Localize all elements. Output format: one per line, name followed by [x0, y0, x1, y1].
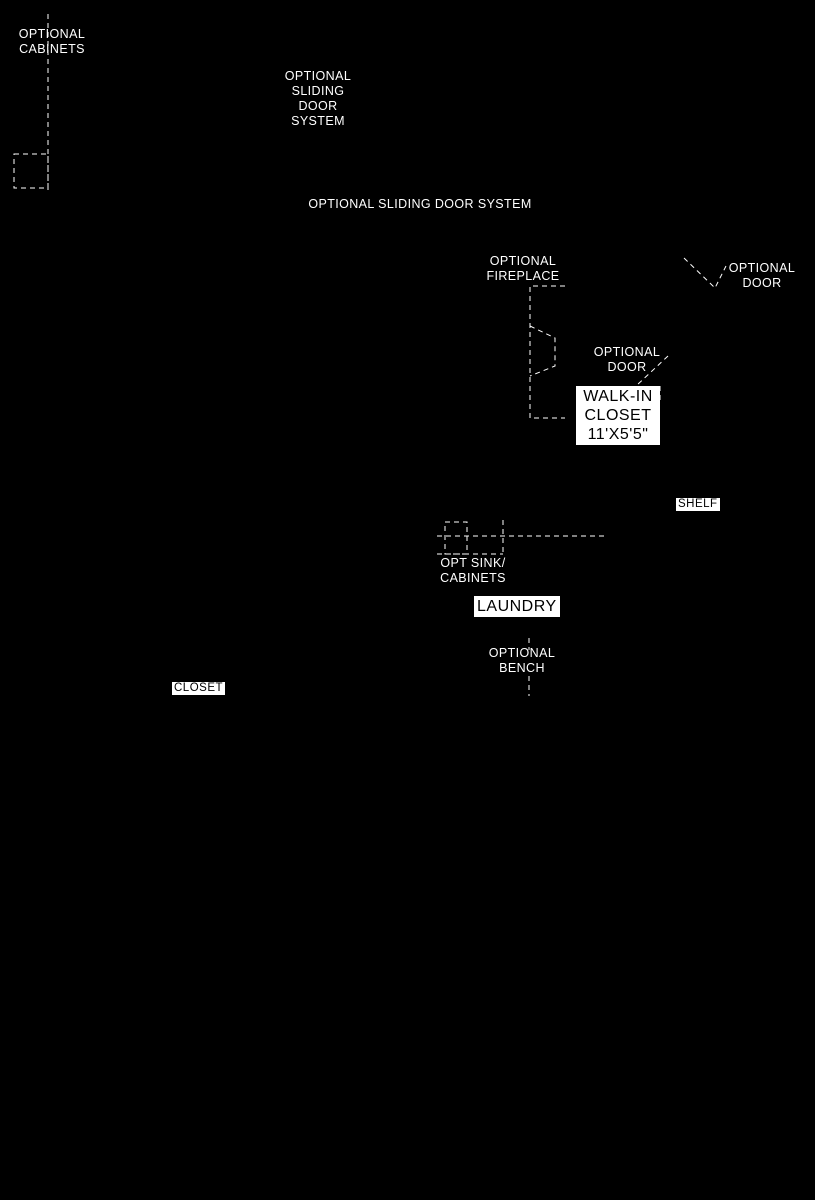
optional-cabinets-label: OPTIONAL CABINETS: [18, 27, 86, 56]
optional-door-right-label: OPTIONAL DOOR: [728, 261, 796, 290]
opt-sink-cabinets-label: OPT SINK/ CABINETS: [440, 556, 506, 585]
fireplace-hearth: [530, 326, 555, 376]
optional-door-closet-label: OPTIONAL DOOR: [593, 345, 661, 374]
shelf-label: SHELF: [678, 498, 718, 510]
walk-in-closet-room-label: WALK-IN CLOSET 11'X5'5": [576, 386, 660, 445]
laundry-room-label: LAUNDRY: [474, 596, 560, 617]
optional-sliding-door-system-label-center: OPTIONAL SLIDING DOOR SYSTEM: [308, 197, 532, 211]
fireplace-outline: [530, 286, 565, 418]
sink-dashed-box: [445, 522, 467, 554]
closet-label: CLOSET: [174, 682, 224, 694]
right-door-swing: [684, 258, 726, 288]
optional-sliding-door-system-label-left: OPTIONAL SLIDING DOOR SYSTEM: [284, 69, 352, 128]
optional-fireplace-label: OPTIONAL FIREPLACE: [486, 254, 560, 283]
optional-bench-label: OPTIONAL BENCH: [488, 646, 556, 675]
cabinets-dashed-box: [14, 154, 48, 188]
